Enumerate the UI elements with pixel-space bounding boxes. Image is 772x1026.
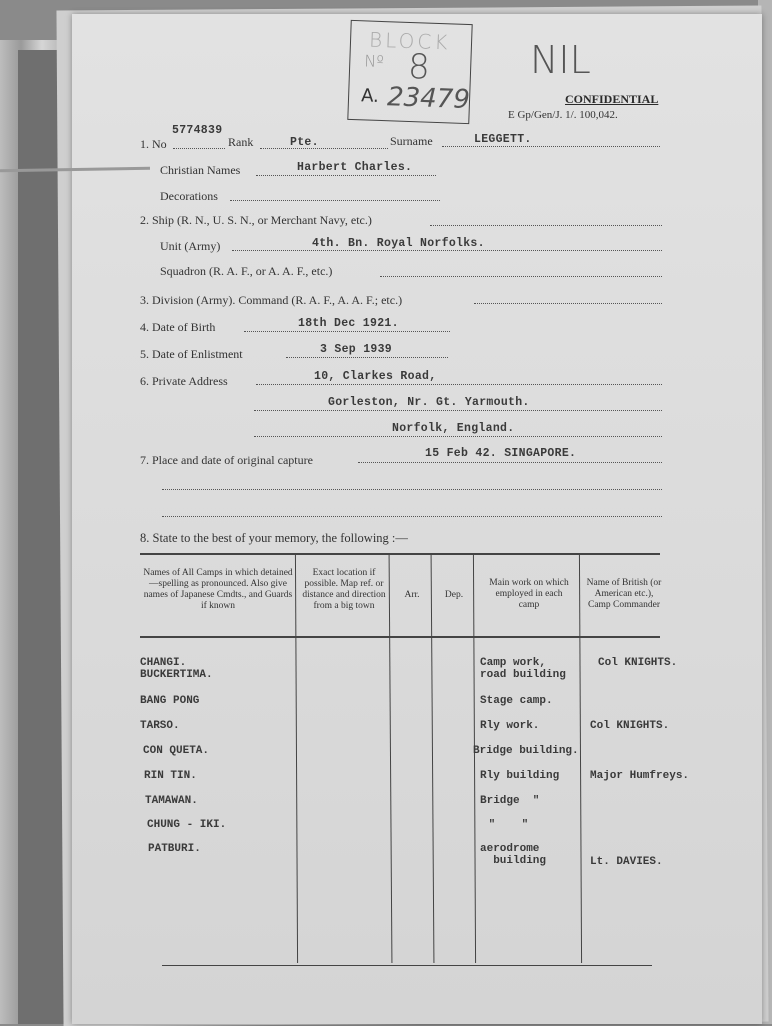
address-label: 6. Private Address (140, 374, 228, 388)
service-number: 5774839 (172, 124, 223, 137)
dob-label: 4. Date of Birth (140, 320, 216, 334)
header-arrival: Arr. (404, 590, 420, 600)
christian-names-label: Christian Names (160, 163, 241, 177)
capture-label: 7. Place and date of original capture (140, 453, 313, 467)
address-line-1: 10, Clarkes Road, (314, 370, 437, 383)
main-work: " " (482, 819, 529, 831)
main-work: Bridge " (480, 795, 540, 807)
camp-commander: Col KNIGHTS. (590, 720, 670, 732)
stamp-prefix: A. (360, 85, 380, 107)
main-work: aerodrome building (480, 843, 547, 867)
no-label: 1. No (140, 137, 167, 151)
unit-label: Unit (Army) (160, 239, 221, 253)
camp-commander: Major Humfreys. (590, 770, 690, 782)
division-label: 3. Division (Army). Command (R. A. F., A. A. F.; etc.) (140, 293, 403, 307)
stamp-block-text: BLOCK (368, 27, 451, 55)
decorations-label: Decorations (160, 189, 218, 203)
rank-label: Rank (228, 135, 254, 149)
handwritten-nil: NIL (530, 38, 591, 82)
stamp-block-number: 8 (407, 46, 431, 88)
camp-name: RIN TIN. (144, 770, 197, 782)
surname-value: LEGGETT. (474, 133, 532, 146)
camp-name: TAMAWAN. (145, 795, 198, 807)
header-commander: Name of British (or American etc.), Camp Commander (586, 578, 662, 610)
address-line-2: Gorleston, Nr. Gt. Yarmouth. (328, 396, 530, 409)
header-main-work: Main work on which employed in each camp (489, 578, 569, 610)
squadron-label: Squadron (R. A. F., or A. A. F., etc.) (160, 264, 333, 278)
enlistment-label: 5. Date of Enlistment (140, 347, 243, 361)
camp-name: CHANGI. BUCKERTIMA. (140, 657, 213, 681)
form-reference: E Gp/Gen/J. 1/. 100,042. (508, 109, 618, 121)
surname-label: Surname (390, 134, 433, 148)
christian-names-value: Harbert Charles. (297, 161, 413, 174)
camp-commander: Lt. DAVIES. (590, 856, 663, 868)
header-departure: Dep. (444, 590, 464, 600)
camp-name: PATBURI. (148, 843, 201, 855)
dob-value: 18th Dec 1921. (298, 317, 399, 330)
section-8-heading: 8. State to the best of your memory, the following :— (140, 531, 408, 545)
capture-value: 15 Feb 42. SINGAPORE. (425, 447, 577, 460)
main-work: Camp work, road building (480, 657, 566, 681)
camp-name: CON QUETA. (143, 745, 210, 757)
main-work: Stage camp. (480, 695, 553, 707)
header-location: Exact location if possible. Map ref. or distance and direction from a big town (302, 568, 386, 611)
stamp-number: 23479 (386, 82, 471, 116)
enlistment-value: 3 Sep 1939 (320, 343, 393, 356)
confidential-label: CONFIDENTIAL (565, 92, 659, 106)
rank-value: Pte. (290, 136, 319, 149)
camp-commander: Col KNIGHTS. (598, 657, 678, 669)
main-work: Rly building (480, 770, 560, 782)
block-stamp (347, 20, 472, 124)
main-work: Bridge building. (473, 745, 579, 757)
main-work: Rly work. (480, 720, 540, 732)
camp-name: CHUNG - IKI. (147, 819, 227, 831)
header-camp-names: Names of All Camps in which detained—spelling as pronounced. Also give names of Japanese Cmdts., and Guards if known (143, 568, 293, 611)
stamp-no-text: Nº (364, 51, 385, 72)
camp-name: BANG PONG (140, 695, 200, 707)
unit-value: 4th. Bn. Royal Norfolks. (312, 237, 485, 250)
ship-label: 2. Ship (R. N., U. S. N., or Merchant Navy, etc.) (140, 213, 372, 227)
address-line-3: Norfolk, England. (392, 422, 515, 435)
camp-name: TARSO. (140, 720, 180, 732)
